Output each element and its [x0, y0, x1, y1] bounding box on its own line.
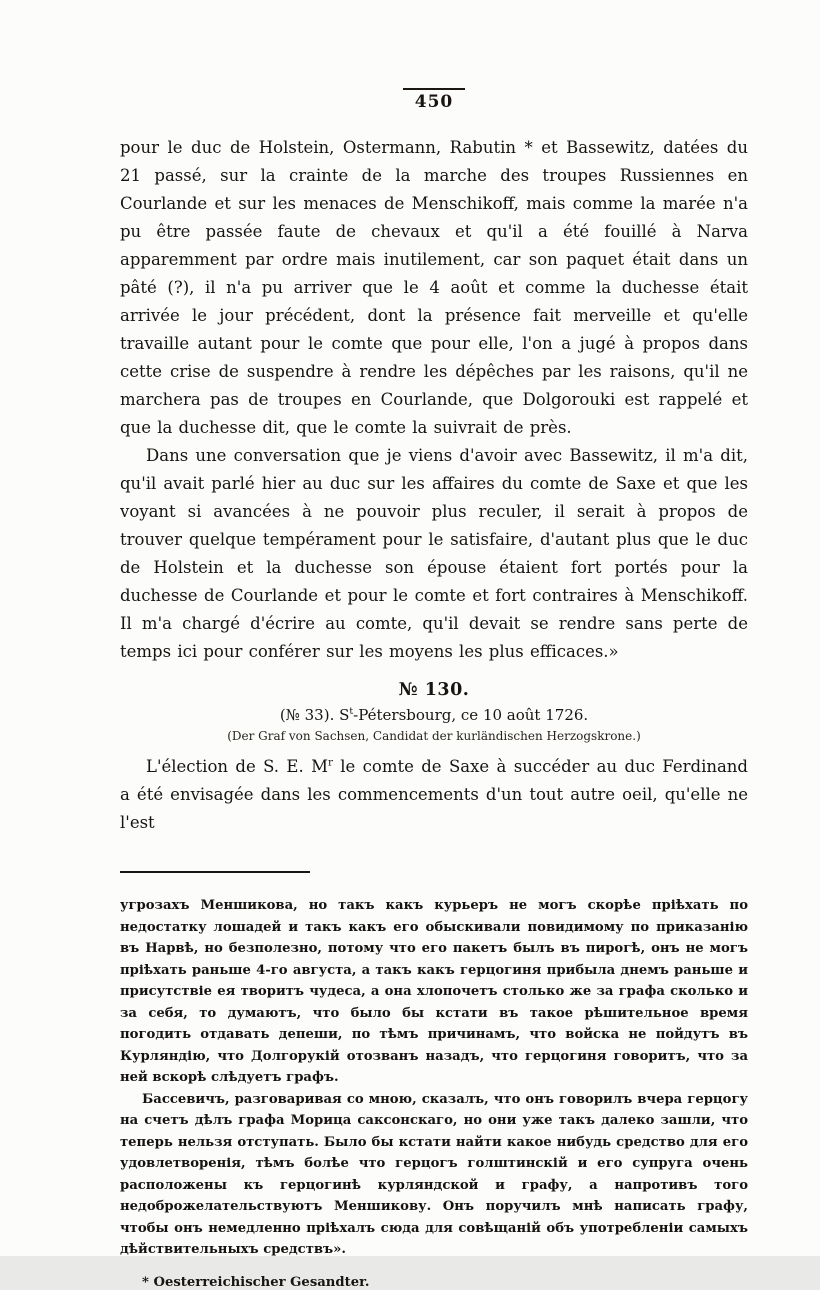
text-column	[120, 0, 748, 1290]
footnote-russian-2: Бассевичъ, разговаривая со мною, сказалъ, что онъ говорилъ вчера герцогу на счетъ дѣлъ графа Морица саксонскаго, но они уже такъ далеко зашли, что теперь нельзя отступать. Было бы кстати найти какое нибудь средство для его удовлетворенія, тѣмъ болѣе что герцогъ голштинскій и его супруга очень расположены къ герцогинѣ курляндской и графу, а напротивъ того недоброжелательствуютъ Меншикову. Онъ поручилъ мнѣ написать графу, чтобы онъ немедленно пріѣхалъ сюда для совѣщаній объ употребленіи самыхъ дѣйствительныхъ средствъ».	[120, 1091, 748, 1257]
footnote-separator-rule	[120, 871, 310, 873]
paragraph-french-2: Dans une conversation que je viens d'avoir avec Bassewitz, il m'a dit, qu'il avait parlé hier au duc sur les affaires du comte de Saxe et que les voyant si avancées à ne pouvoir plus reculer, il serait à propos de trouver quelque tempérament pour le satisfaire, d'autant plus que le duc de Holstein et la duchesse son épouse étaient fort portés pour la duchesse de Courlande et pour le comte et fort contraires à Menschikoff. Il m'a chargé d'écrire au comte, qu'il devait se rendre sans perte de temps ici pour conférer sur les moyens les plus efficaces.»	[120, 446, 748, 661]
page-number-rule	[403, 88, 465, 90]
page-header	[120, 88, 748, 112]
footnote-russian-1: угрозахъ Меншикова, но такъ какъ курьеръ не могъ скорѣе пріѣхать по недостатку лошадей и такъ какъ его обыскивали повидимому по приказанію въ Нарвѣ, но безполезно, потому что его пакетъ былъ въ пирогѣ, онъ не могъ пріѣхать раньше 4-го августа, а такъ какъ герцогиня прибыла днемъ раньше и присутствіе ея творитъ чудеса, а она хлопочетъ столько же за графа сколько и за себя, то думаютъ, что было бы кстати въ такое рѣшительное время погодить отдавать депеши, по тѣмъ причинамъ, что войска не пойдутъ въ Курляндію, что Долгорукій отозванъ назадъ, что герцогиня говоритъ, что за ней вскорѣ слѣдуетъ графъ.	[120, 898, 748, 1085]
paragraph-french-3	[120, 753, 748, 837]
footnote-source: * Oesterreichischer Gesandter.	[142, 1274, 370, 1290]
main-text	[120, 134, 748, 837]
paragraph-3-part1: L'élection de S. E. M	[146, 757, 328, 776]
section-heading: № 130.	[398, 680, 470, 700]
paragraph-3-part2: le comte de Saxe à succéder au duc Ferdinand a été envisagée dans les commencements d'un tout autre oeil, qu'elle ne l'est	[120, 757, 748, 832]
dateline	[120, 706, 748, 724]
paragraph-french-1: pour le duc de Holstein, Ostermann, Rabutin * et Bassewitz, datées du 21 passé, sur la crainte de la marche des troupes Russiennes en Courlande et sur les menaces de Menschikoff, mais comme la marée n'a pu être passée faute de chevaux et qu'il a été fouillé à Narva apparemment par ordre mais inutilement, car son paquet était dans un pâté (?), il n'a pu arriver que le 4 août et comme la duchesse était arrivée le jour précédent, dont la présence fait merveille et qu'elle travaille autant pour le comte que pour elle, l'on a jugé à propos dans cette crise de suspendre à rendre les dépêches par les raisons, qu'il ne marchera pas de troupes en Courlande, que Dolgorouki est rappelé et que la duchesse dit, que le comte la suivrait de près.	[120, 138, 748, 437]
dateline-prefix: (№ 33). S	[279, 706, 350, 724]
subtitle-german: (Der Graf von Sachsen, Candidat der kurländischen Herzogskrone.)	[227, 729, 641, 743]
dateline-rest: -Pétersbourg, ce 10 août 1726.	[353, 706, 589, 724]
paragraph-3-superscript: r	[327, 757, 333, 769]
footnotes-section	[120, 871, 748, 1290]
dateline-superscript: t	[349, 706, 354, 717]
page-number: 450	[414, 92, 454, 112]
